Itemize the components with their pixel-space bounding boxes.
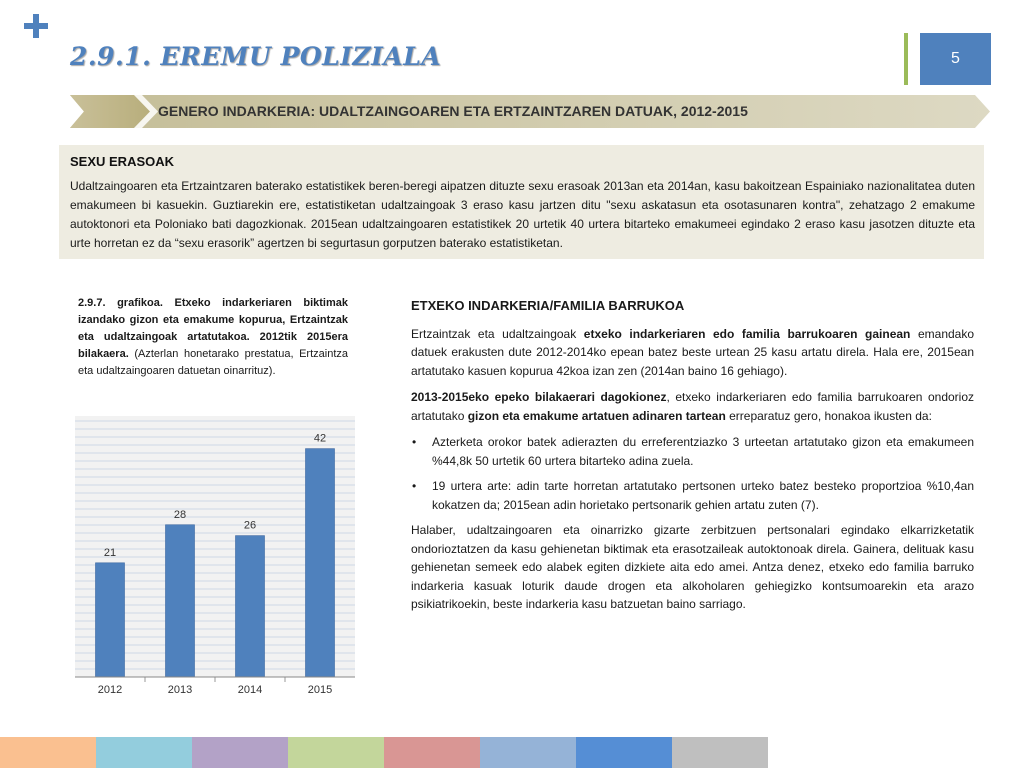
etxeko-paragraph-1 — [411, 325, 974, 381]
p1-text-b: etxeko indarkeriaren edo familia barrukoaren gainean — [583, 326, 911, 341]
bar-chart — [75, 412, 355, 702]
plus-icon — [24, 14, 48, 38]
chart-caption-source: (Azterlan honetarako prestatua, Ertzaintza eta udaltzaingoaren datuetan oinarrituz). — [78, 348, 348, 377]
x-tick-label-2012: 2012 — [97, 684, 123, 696]
bullet-icon: • — [412, 479, 417, 493]
etxeko-heading: ETXEKO INDARKERIA/FAMILIA BARRUKOA — [411, 298, 685, 313]
banner-title: GENERO INDARKERIA: UDALTZAINGOAREN ETA ERTZAINTZAREN DATUAK, 2012-2015 — [158, 103, 748, 119]
data-label-2014: 26 — [243, 519, 257, 532]
bar-2015 — [306, 449, 335, 677]
footer-segment — [0, 737, 96, 768]
footer-segment — [288, 737, 384, 768]
bullet-item-1 — [411, 433, 974, 470]
footer-segment — [384, 737, 480, 768]
p1-text-c: emandako datuek erakusten dute 2012-2014ko epean batez beste urtean 25 kasu artatu direla. Hala ere, 2015ean artatutako kasuen kopurua 42koa izan zen (2014an baino 16 gehiago). — [411, 326, 975, 378]
bullet-2-text: 19 urtera arte: adin tarte horretan artatutako pertsonen urteko batez besteko proportzioa %10,4an kokatzen da; 2015ean adin horietako pertsonarik gehien artatu zuten (7). — [432, 479, 974, 512]
x-tick-label-2013: 2013 — [167, 684, 193, 696]
chart-caption — [78, 295, 348, 380]
p2-text-b: , etxeko indarkeriaren edo familia barrukoaren ondorioz artatutako — [411, 390, 975, 423]
p2-text-a: 2013-2015eko epeko bilakaerari dagokionez — [411, 390, 667, 404]
p2-text-d: erreparatuz gero, honakoa ikusten da: — [725, 408, 932, 423]
bar-2014 — [236, 536, 265, 677]
footer-color-strip — [0, 737, 768, 768]
chart-caption-bold: 2.9.7. grafikoa. Etxeko indarkeriaren biktimak izandako gizon eta emakume kopurua, Ertzaintzak eta udaltzaingoak artatutakoa. 2012tik 2015era bilakaera. — [78, 297, 348, 360]
page-number: 5 — [920, 33, 991, 85]
sexu-erasoak-heading: SEXU ERASOAK — [70, 154, 175, 169]
etxeko-paragraph-3: Halaber, udaltzaingoaren eta oinarrizko gizarte zerbitzuen pertsonalari egindako elkarrizketatik ondorioztatzen da kasu gehienetan biktimak eta erasotzaileak autoktonoak direla. Gainera, delituak kasu gehienetan semeek edo alabek egiten dizkiete aita edo amei. Antza denez, etxeko edo familia barruko indarkeria kasuak loturik daude drogen eta alkoholaren gehiegizko kontsumoarekin eta arazo psikiatrikoekin, beste indarkeria kasu batzuetan baino sarriago. — [411, 523, 974, 611]
bullet-item-2 — [411, 477, 974, 514]
bar-chart-svg — [75, 412, 355, 702]
bullet-1-text: Azterketa orokor batek adierazten du erreferentziazko 3 urteetan artatutako gizon eta emakumeen %44,8k 50 urtetik 60 urtera bitarteko adina zuela. — [432, 435, 974, 468]
data-label-2012: 21 — [103, 546, 117, 559]
bar-2013 — [166, 525, 195, 677]
etxeko-section — [411, 297, 974, 622]
p2-text-c: gizon eta emakume artatuen adinaren tartean — [467, 408, 726, 423]
bar-2012 — [96, 563, 125, 677]
bullet-icon: • — [412, 435, 417, 449]
section-banner — [70, 95, 990, 128]
sexu-erasoak-box — [59, 145, 984, 259]
x-tick-label-2015: 2015 — [307, 684, 333, 696]
footer-segment — [672, 737, 768, 768]
page-title: 2.9.1. EREMU POLIZIALA — [70, 42, 442, 71]
data-label-2013: 28 — [173, 508, 187, 521]
footer-segment — [480, 737, 576, 768]
x-tick-label-2014: 2014 — [237, 684, 263, 696]
footer-segment — [192, 737, 288, 768]
footer-segment — [96, 737, 192, 768]
footer-segment — [576, 737, 672, 768]
data-label-2015: 42 — [313, 432, 327, 445]
etxeko-paragraph-2 — [411, 388, 974, 425]
sexu-erasoak-text: Udaltzaingoaren eta Ertzaintzaren baterako estatistikek beren-beregi aipatzen dituzte sexu erasoak 2013an eta 2014an, kasu bakoitzean Espainiako nazionalitatea duten emakumeen bi kasuekin. Guztiarekin ere, estatistiketan udaltzaingoak 3 eraso kasu jartzen ditu "sexu askatasun eta osotasunaren kontra", zehatzago 2 emakume autoktonori eta Poloniako bati dagozkionak. 2015ean udaltzaingoaren estatistikek 20 urtetik 40 urtera bitarteko emakumeei egindako 2 eraso kasu jasotzen dituzte eta urte horretan ez da “sexu erasorik” agertzen bi segurtasun gorputzen baterako estatistiketan. — [70, 179, 975, 250]
accent-divider — [904, 33, 908, 85]
p1-text-a: Ertzaintzak eta udaltzaingoak — [411, 326, 584, 341]
